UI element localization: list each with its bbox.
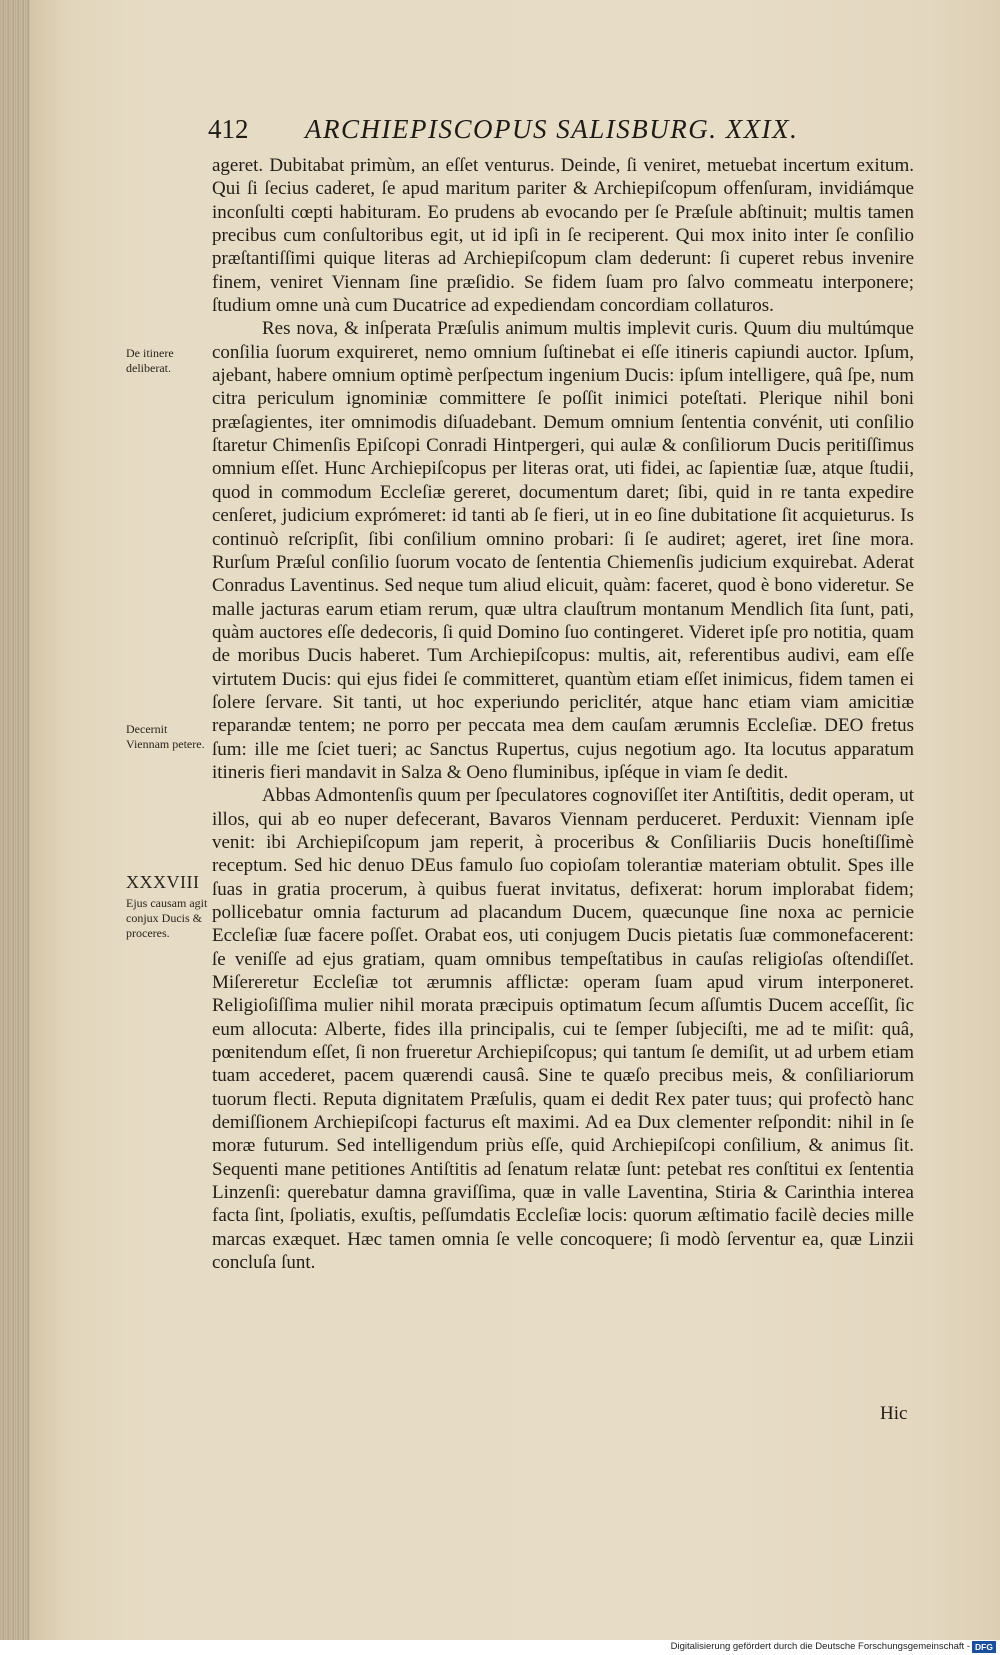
body-text (212, 154, 914, 1275)
margin-note-de-itinere: De itinere deliberat. (126, 346, 174, 375)
catchword: Hic (880, 1403, 908, 1424)
book-page-edges (0, 0, 31, 1640)
margin-note-ejus-causam: Ejus causam agit conjux Ducis & proceres. (126, 896, 208, 940)
dfg-logo: DFG (972, 1641, 996, 1653)
funding-credit: Digitalisierung gefördert durch die Deutsche Forschungsgemeinschaft - (670, 1641, 970, 1652)
section-number: XXXVIII (126, 872, 200, 892)
footer-bar (0, 1640, 1000, 1655)
paragraph-de-itinere: Res nova, & inſperata Præſulis animum multis implevit curis. Quum diu multúmque conſilia ſuorum exquireret, nemo omnium ſuſtinebat ei eſſe itineris capiundi auctor. Ipſum, ajebant, habere omnium optimè perſpectum ingenium Ducis: ipſum intelligere, quâ ſpe, num citra periculum ignominiæ committere ſe poſſit inimici poteſtati. Plerique nihil boni præſagientes, iter omnimodis diſuadebant. Demum omnium ſententia convénit, uti conſilio ſtaretur Chimenſis Epiſcopi Conradi Hintpergeri, qui aulæ & conſiliorum Ducis peritiſſimus omnium eſſet. Hunc Archiepiſcopus per literas orat, uti fidei, ac ſapientiæ ſuæ, atque ſtudii, quod in commodum Eccleſiæ gereret, documentum daret; ſibi, quid in re tanta expedire cenſeret, judicium exprómeret: id tanti ab ſe fieri, ut in eo ſine dubitatione ſit acquieturus. Is continuò reſcripſit, ſibi conſilium omnino probari: ſi ſe audiret; ageret, iret ſine mora. Rurſum Præſul conſilio ſuorum vocato de ſententia Chiemenſis judicium exquirebat. Aderat Conradus Laventinus. Sed neque tum aliud elicuit, quàm: faceret, quod è bono videretur. Se malle jacturas earum etiam rerum, quæ ultra clauſtrum montanum Mendlich ſita ſunt, pati, quàm auctores eſſe dedecoris, ſi quid Domino ſuo contingeret. Videret ipſe pro notitia, quam de moribus Ducis haberet. Tum Archiepiſcopus: multis, ait, referentibus audivi, eam eſſe virtutem Ducis: qui ejus fidei ſe committeret, quantùm etiam eſſet inimicus, fidem tamen ei ſolere ſervare. Sit tanti, ut hoc experiundo periclitér, atque hanc etiam viam amicitiæ reparandæ tentem; ne porro per peccata mea dem cauſam ærumnis Eccleſiæ. DEO fretus ſum: ille me ſciet tueri; ac Sanctus Rupertus, cujus negotium ago. Ita locutus apparatum itineris fieri mandavit in Salza & Oeno fluminibus, ipſéque in viam ſe dedit. (212, 318, 914, 783)
page-number: 412 (208, 114, 249, 144)
page-header (200, 114, 850, 148)
paragraph-continued: ageret. Dubitabat primùm, an eſſet venturus. Deinde, ſi veniret, metuebat incertum exitum. Qui ſi ſecius caderet, ſe apud maritum pariter & Archiepiſcopum offenſuram, invidiámque inconſulti cœpti habituram. Eo prudens ab evocando per ſe Præſule abſtinuit; multis tamen precibus cum conſultoribus egit, ut id ipſi in ſe reciperent. Qui mox inito inter ſe conſilio præſtantiſſimi quique literas ad Archiepiſcopum clam dederunt: ſi cuperet rebus invenire finem, veniret Viennam ſine præſidio. Se fidem ſuam pro ſalvo commeatu interponere; ſtudium omne unà cum Ducatrice ad expediendam concordiam collaturos. (212, 155, 914, 317)
running-title: ARCHIEPISCOPUS SALISBURG. XXIX. (305, 114, 799, 144)
paragraph-abbas-admontensis: Abbas Admontenſis quum per ſpeculatores cognoviſſet iter Antiſtitis, dedit operam, ut illos, qui ab eo nuper defecerant, Bavaros Viennam perduceret. Perduxit: Viennam ipſe venit: ibi Archiepiſcopum jam reperit, à proceribus & Conſiliariis Ducis honeſtiſſimè receptum. Sed hic denuo DEus famulo ſuo copioſam tolerantiæ materiam obtulit. Spes ille ſuas in gratia procerum, à quibus fuerat invitatus, defixerat: horum implorabat fidem; pollicebatur omnia facturum ad placandum Ducem, quæcunque ſine noxa ac pernicie Eccleſiæ ſuæ facere poſſet. Orabat eos, uti conjugem Ducis pietatis ſuæ commonefacerent: ſe veniſſe ad ejus gratiam, quam omnibus tempeſtatibus in cauſas religioſas oſtendiſſet. Miſereretur Eccleſiæ tot ærumnis afflictæ: operam ſuam apud virum interponeret. Religioſiſſima mulier nihil morata præcipuis optimatum ſecum aſſumtis Ducem acceſſit, ſic eum allocuta: Alberte, fides illa principalis, cui te ſemper ſubjeciſti, me ad te miſit: quâ, pœnitendum eſſet, ſi non frueretur Archiepiſcopus; qui tantum ſe demiſit, ut ad urbem etiam tuam accederet, pacem quærendi causâ. Sine te quæſo precibus meis, & conſiliariorum tuorum flecti. Reputa dignitatem Præſulis, quam ei dedit Rex pater tuus; qui profectò hanc demiſſionem Archiepiſcopi facturus eſt maximi. Ad ea Dux clementer reſpondit: nihil in ſe moræ futurum. Sed intelligendum priùs eſſe, quid Archiepiſcopi conſilium, & animus ſit. Sequenti mane petitiones Antiſtitis ad ſenatum relatæ ſunt: petebat res conſtitui ex ſententia Linzenſi: querebatur damna graviſſima, quæ in valle Laventina, Stiria & Carinthia interea facta ſint, ſpoliatis, exuſtis, peſſumdatis Eccleſiæ locis: quorum æſtimatio facilè decies mille marcas exæquet. Hæc tamen omnia ſe velle concoquere; ſi modò ſerventur ea, quæ Linzii concluſa ſunt. (212, 785, 914, 1274)
margin-note-decernit: Decernit Viennam petere. (126, 722, 205, 751)
